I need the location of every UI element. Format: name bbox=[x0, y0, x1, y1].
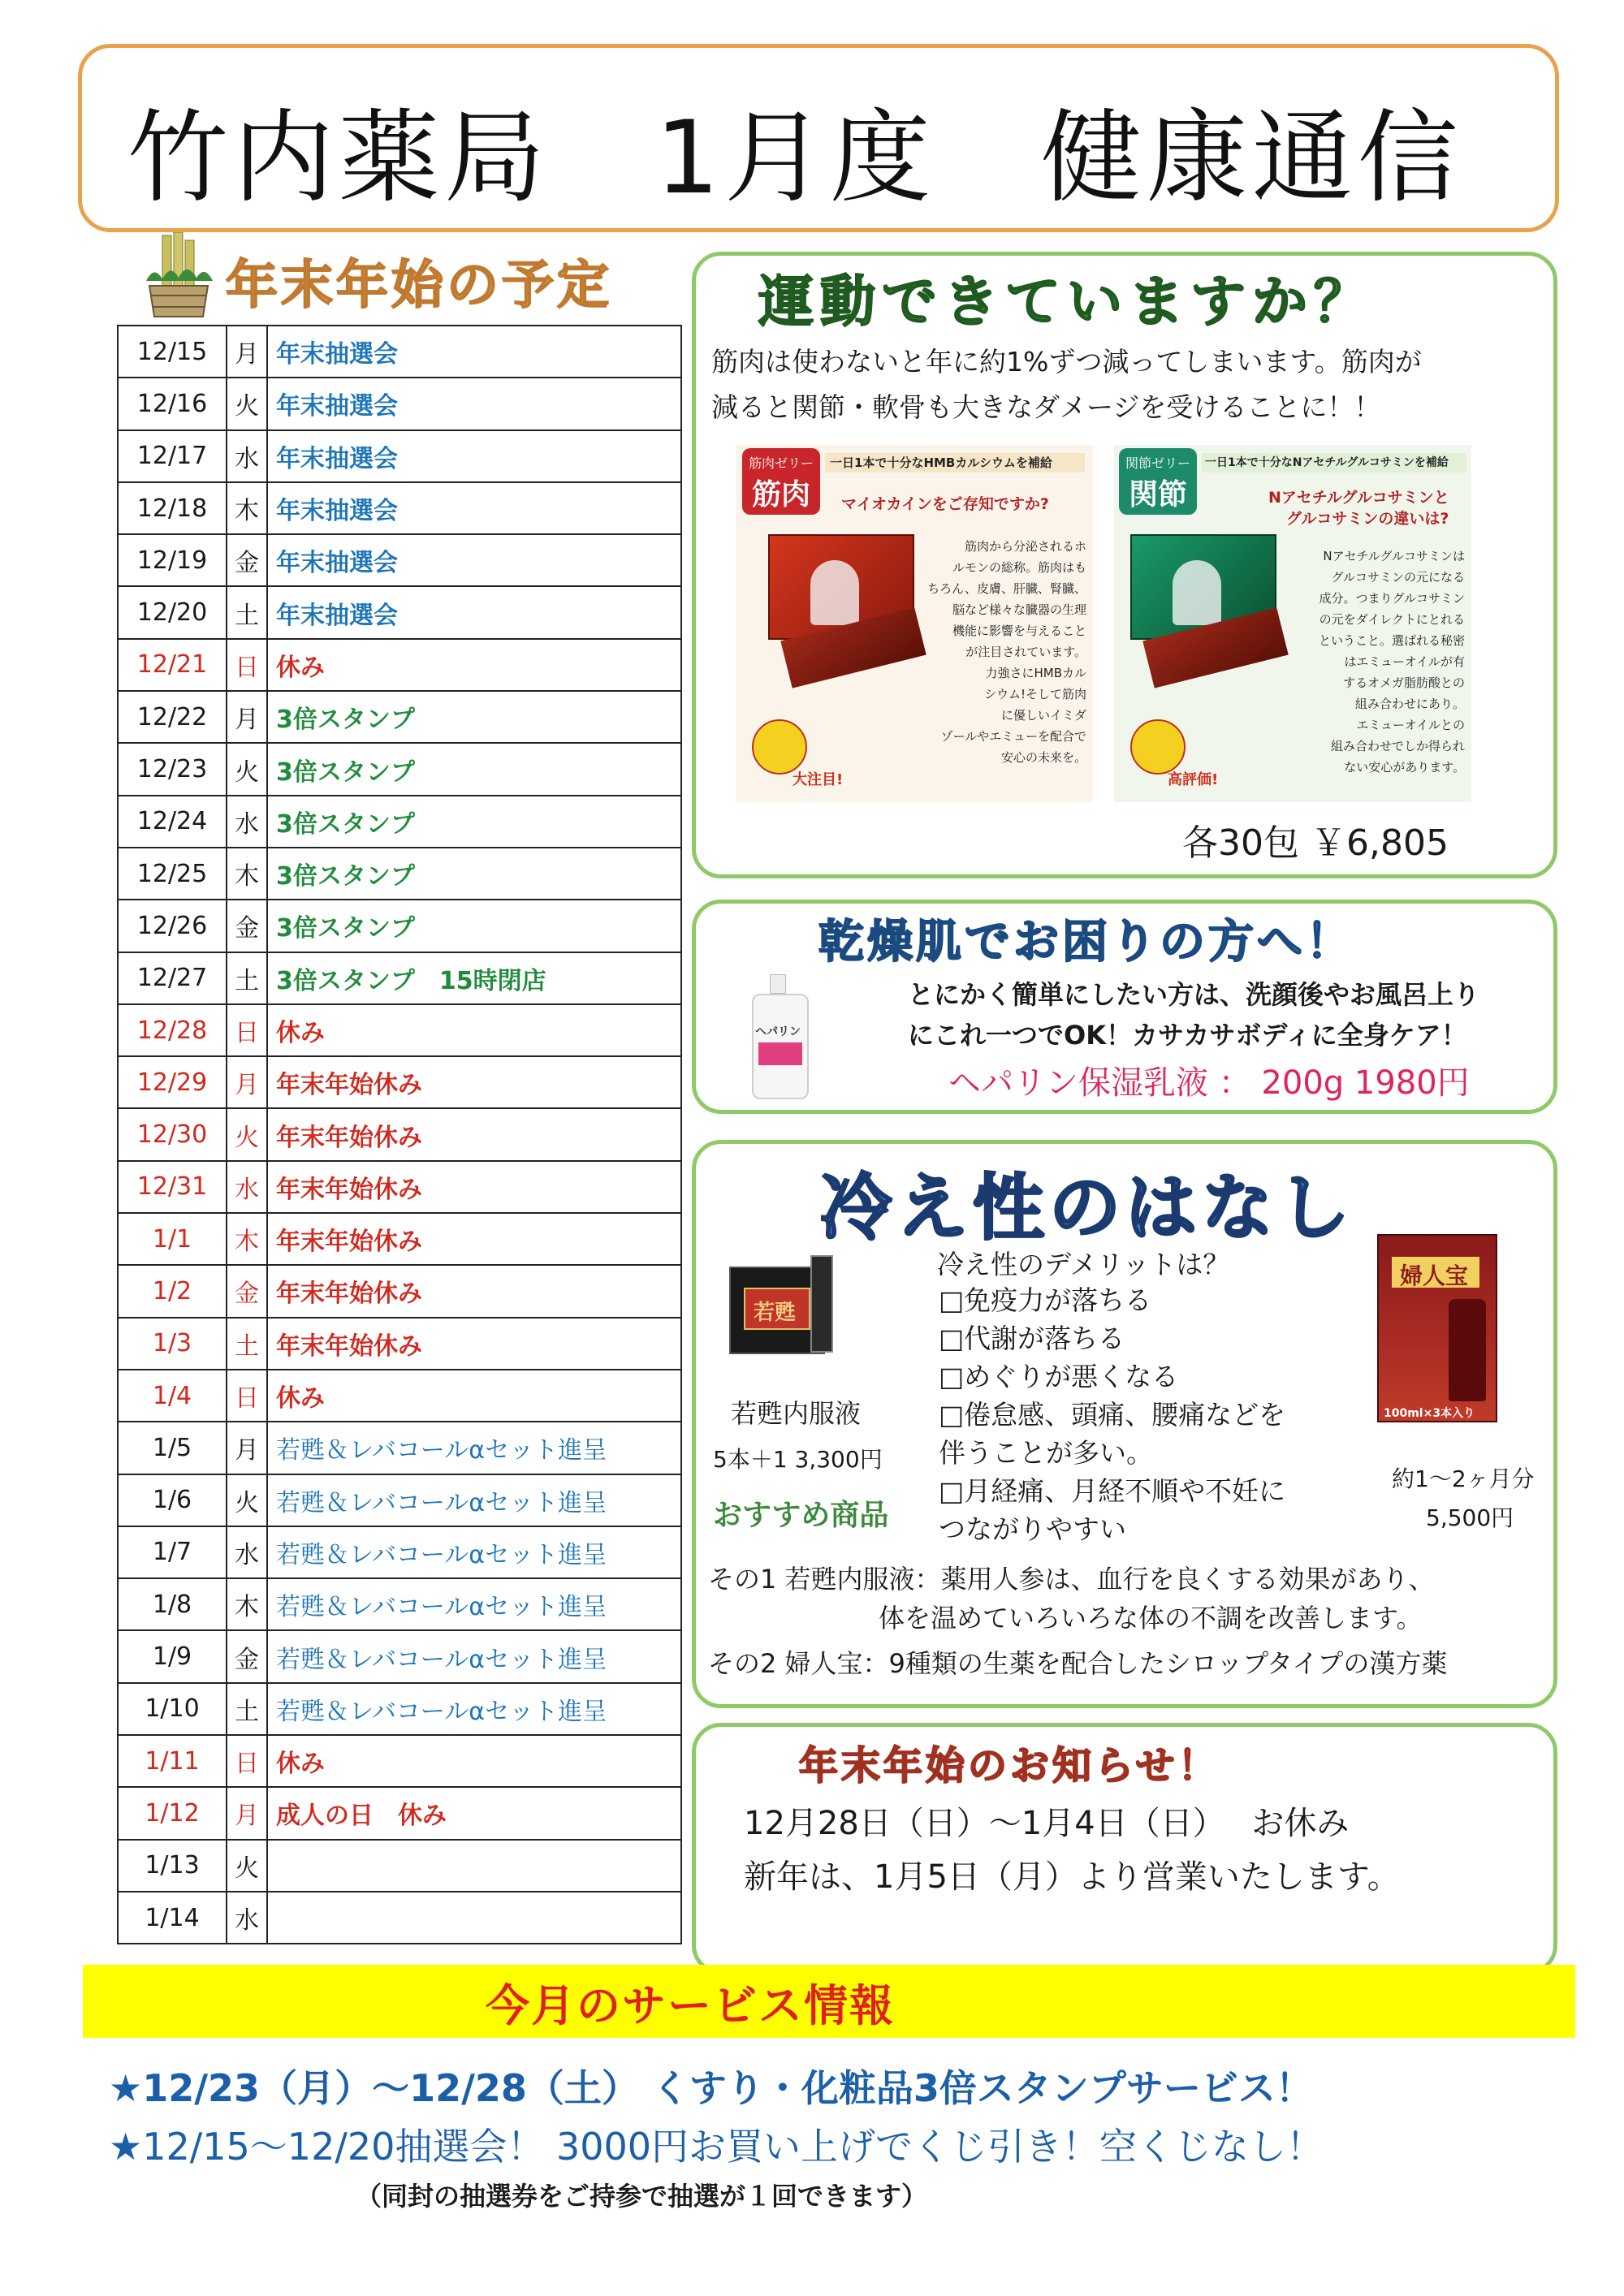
page-title: 竹内薬局 1月度 健康通信 bbox=[127, 100, 1463, 217]
schedule-row bbox=[118, 1578, 681, 1630]
schedule-event: 年末年始休み bbox=[267, 1161, 681, 1213]
schedule-event: 若甦＆レバコールαセット進呈 bbox=[267, 1422, 681, 1474]
schedule-event: 3倍スタンプ bbox=[267, 743, 681, 795]
schedule-row bbox=[118, 900, 681, 952]
schedule-date: 12/19 bbox=[118, 534, 227, 586]
schedule-event: 若甦＆レバコールαセット進呈 bbox=[267, 1526, 681, 1578]
schedule-date: 12/21 bbox=[118, 639, 227, 691]
description-line: 成分。つまりグルコサミン bbox=[1319, 591, 1465, 606]
schedule-event: 若甦＆レバコールαセット進呈 bbox=[267, 1630, 681, 1682]
recommend-1b: 体を温めていろいろな体の不調を改善します。 bbox=[879, 1603, 1423, 1634]
exercise-heading: 運動できていますか？ bbox=[758, 270, 1376, 334]
dry-skin-heading: 乾燥肌でお困りの方へ！ bbox=[818, 916, 1354, 969]
joint-badge-text: 高評価! bbox=[1168, 771, 1219, 788]
schedule-row bbox=[118, 952, 681, 1004]
schedule-date: 12/16 bbox=[118, 378, 227, 429]
schedule-date: 1/3 bbox=[118, 1318, 227, 1370]
cold-demerit-item: □月経痛、月経不順や不妊に bbox=[939, 1475, 1286, 1507]
description-line: 脳など様々な臓器の生理 bbox=[952, 602, 1086, 617]
schedule-row bbox=[118, 1213, 681, 1265]
schedule-row bbox=[118, 1474, 681, 1526]
muscle-product-ad bbox=[736, 445, 1093, 802]
dry-skin-line-2: にこれ一つでOK！カサカサボディに全身ケア！ bbox=[908, 1020, 1467, 1051]
fujinho-box bbox=[1371, 1234, 1501, 1422]
schedule-weekday: 火 bbox=[227, 1474, 267, 1526]
muscle-question: マイオカインをご存知ですか? bbox=[841, 495, 1049, 513]
schedule-heading: 年末年始の予定 bbox=[226, 256, 612, 316]
muscle-badge bbox=[752, 719, 807, 775]
schedule-row bbox=[118, 1056, 681, 1108]
schedule-row bbox=[118, 1161, 681, 1213]
schedule-event: 年末抽選会 bbox=[267, 378, 681, 429]
schedule-event: 成人の日 休み bbox=[267, 1787, 681, 1839]
joint-question-2: グルコサミンの違いは? bbox=[1286, 510, 1449, 528]
fujinho-duration: 約1～2ヶ月分 bbox=[1392, 1465, 1535, 1492]
schedule-weekday: 水 bbox=[227, 1526, 267, 1578]
schedule-date: 12/30 bbox=[118, 1108, 227, 1160]
schedule-row bbox=[118, 378, 681, 429]
schedule-date: 1/10 bbox=[118, 1683, 227, 1735]
schedule-event: 年末年始休み bbox=[267, 1056, 681, 1108]
recommend-2: その2 婦人宝：9種類の生薬を配合したシロップタイプの漢方薬 bbox=[708, 1648, 1448, 1679]
schedule-date: 1/14 bbox=[118, 1892, 227, 1944]
joint-question-1: Nアセチルグルコサミンと bbox=[1268, 489, 1449, 507]
description-line: 組み合わせにあり。 bbox=[1354, 697, 1465, 711]
wakasu-box bbox=[729, 1255, 835, 1359]
schedule-event: 年末抽選会 bbox=[267, 586, 681, 638]
schedule-date: 12/17 bbox=[118, 430, 227, 482]
schedule-weekday: 土 bbox=[227, 1318, 267, 1370]
schedule-table bbox=[117, 325, 682, 1944]
muscle-badge-text: 大注目! bbox=[793, 771, 844, 788]
schedule-row bbox=[118, 482, 681, 534]
schedule-row bbox=[118, 796, 681, 848]
schedule-event: 3倍スタンプ bbox=[267, 796, 681, 848]
schedule-row bbox=[118, 1630, 681, 1682]
schedule-row bbox=[118, 1318, 681, 1370]
cold-demerit-item: つながりやすい bbox=[939, 1513, 1126, 1545]
cold-demerit-item: □倦怠感、頭痛、腰痛などを bbox=[939, 1399, 1286, 1431]
schedule-row bbox=[118, 1735, 681, 1787]
schedule-date: 1/13 bbox=[118, 1840, 227, 1892]
service-heading: 今月のサービス情報 bbox=[486, 1980, 895, 2031]
schedule-weekday: 金 bbox=[227, 900, 267, 952]
schedule-row bbox=[118, 743, 681, 795]
schedule-weekday: 火 bbox=[227, 1108, 267, 1160]
schedule-row bbox=[118, 1370, 681, 1422]
joint-banner: 一日1本で十分なNアセチルグルコサミンを補給 bbox=[1202, 453, 1466, 473]
schedule-date: 1/12 bbox=[118, 1787, 227, 1839]
fujinho-price: 5,500円 bbox=[1426, 1504, 1514, 1531]
schedule-event: 若甦＆レバコールαセット進呈 bbox=[267, 1683, 681, 1735]
schedule-weekday: 金 bbox=[227, 1265, 267, 1317]
dry-skin-product: ヘパリン保湿乳液 ： 200g 1980円 bbox=[948, 1064, 1470, 1102]
schedule-weekday: 土 bbox=[227, 952, 267, 1004]
kadomatsu-icon bbox=[138, 232, 219, 322]
fujinho-box-label: 婦人宝 bbox=[1400, 1262, 1469, 1289]
schedule-event: 3倍スタンプ bbox=[267, 848, 681, 900]
schedule-row bbox=[118, 1840, 681, 1892]
schedule-event: 若甦＆レバコールαセット進呈 bbox=[267, 1474, 681, 1526]
description-line: 力強さにHMBカル bbox=[985, 666, 1086, 680]
schedule-date: 12/18 bbox=[118, 482, 227, 534]
schedule-event: 年末抽選会 bbox=[267, 326, 681, 378]
schedule-date: 1/8 bbox=[118, 1578, 227, 1630]
description-line: ちろん、皮膚、肝臓、腎臓、 bbox=[927, 581, 1086, 596]
schedule-event: 休み bbox=[267, 1735, 681, 1787]
schedule-weekday: 水 bbox=[227, 796, 267, 848]
schedule-row bbox=[118, 1422, 681, 1474]
description-line: シウム!そして筋肉 bbox=[984, 687, 1086, 701]
schedule-weekday: 火 bbox=[227, 378, 267, 429]
notice-line-2: 新年は、1月5日（月）より営業いたします。 bbox=[744, 1858, 1400, 1896]
schedule-date: 1/1 bbox=[118, 1213, 227, 1265]
schedule-row bbox=[118, 1526, 681, 1578]
schedule-weekday: 月 bbox=[227, 691, 267, 743]
schedule-date: 12/15 bbox=[118, 326, 227, 378]
description-line: ない安心があります。 bbox=[1344, 760, 1465, 775]
cold-question: 冷え性のデメリットは？ bbox=[937, 1249, 1230, 1280]
description-line: 安心の未来を。 bbox=[1000, 750, 1086, 765]
schedule-weekday: 月 bbox=[227, 326, 267, 378]
recommend-label: おすすめ商品 bbox=[713, 1499, 889, 1532]
schedule-weekday: 火 bbox=[227, 1840, 267, 1892]
schedule-date: 1/6 bbox=[118, 1474, 227, 1526]
schedule-event: 3倍スタンプ bbox=[267, 900, 681, 952]
schedule-event bbox=[267, 1840, 681, 1892]
schedule-weekday: 木 bbox=[227, 1213, 267, 1265]
exercise-body-2: 減ると関節・軟骨も大きなダメージを受けることに！！ bbox=[711, 391, 1381, 423]
schedule-weekday: 月 bbox=[227, 1056, 267, 1108]
schedule-row bbox=[118, 1004, 681, 1056]
schedule-weekday: 金 bbox=[227, 1630, 267, 1682]
service-line-2: ★12/15～12/20抽選会！ 3000円お買い上げでくじ引き！空くじなし！ bbox=[109, 2125, 1324, 2169]
schedule-date: 12/20 bbox=[118, 586, 227, 638]
schedule-event: 3倍スタンプ 15時閉店 bbox=[267, 952, 681, 1004]
schedule-weekday: 金 bbox=[227, 534, 267, 586]
heparin-bottle bbox=[745, 974, 817, 1104]
description-line: に優しいイミダ bbox=[1000, 708, 1086, 723]
schedule-event: 休み bbox=[267, 1370, 681, 1422]
notice-line-1: 12月28日（日）～1月4日（日） お休み bbox=[744, 1805, 1350, 1842]
cold-demerit-item: □めぐりが悪くなる bbox=[939, 1361, 1179, 1392]
wakasu-price: 5本＋1 3,300円 bbox=[713, 1446, 883, 1473]
schedule-date: 12/22 bbox=[118, 691, 227, 743]
schedule-row bbox=[118, 1265, 681, 1317]
schedule-date: 1/5 bbox=[118, 1422, 227, 1474]
muscle-tag: 筋肉ゼリー 筋肉 bbox=[742, 448, 820, 515]
schedule-event: 休み bbox=[267, 1004, 681, 1056]
schedule-weekday: 日 bbox=[227, 1735, 267, 1787]
schedule-event: 年末抽選会 bbox=[267, 430, 681, 482]
schedule-event: 年末抽選会 bbox=[267, 534, 681, 586]
schedule-weekday: 水 bbox=[227, 1161, 267, 1213]
schedule-row bbox=[118, 848, 681, 900]
schedule-date: 12/24 bbox=[118, 796, 227, 848]
service-line-3: （同封の抽選券をご持参で抽選が１回できます） bbox=[356, 2181, 928, 2212]
schedule-weekday: 日 bbox=[227, 1370, 267, 1422]
schedule-row bbox=[118, 691, 681, 743]
schedule-weekday: 木 bbox=[227, 1578, 267, 1630]
schedule-event bbox=[267, 1892, 681, 1944]
schedule-event: 年末年始休み bbox=[267, 1318, 681, 1370]
schedule-weekday: 日 bbox=[227, 1004, 267, 1056]
schedule-weekday: 月 bbox=[227, 1422, 267, 1474]
fujinho-note: 100ml×3本入り bbox=[1384, 1407, 1475, 1420]
description-line: が注目されています。 bbox=[965, 645, 1086, 659]
dry-skin-line-1: とにかく簡単にしたい方は、洗顔後やお風呂上り bbox=[908, 979, 1480, 1010]
description-line: 組み合わせでしか得られ bbox=[1330, 739, 1465, 753]
schedule-row bbox=[118, 639, 681, 691]
cold-demerit-list bbox=[939, 1281, 1345, 1548]
description-line: の元をダイレクトにとれる bbox=[1319, 612, 1465, 627]
schedule-date: 1/11 bbox=[118, 1735, 227, 1787]
description-line: Nアセチルグルコサミンは bbox=[1323, 549, 1465, 563]
cold-heading: 冷え性のはなし bbox=[820, 1166, 1355, 1249]
schedule-date: 1/7 bbox=[118, 1526, 227, 1578]
schedule-date: 12/31 bbox=[118, 1161, 227, 1213]
schedule-event: 年末年始休み bbox=[267, 1108, 681, 1160]
schedule-event: 若甦＆レバコールαセット進呈 bbox=[267, 1578, 681, 1630]
description-line: はエミューオイルが有 bbox=[1344, 654, 1465, 669]
schedule-date: 12/29 bbox=[118, 1056, 227, 1108]
schedule-weekday: 土 bbox=[227, 1683, 267, 1735]
muscle-banner: 一日1本で十分なHMBカルシウムを補給 bbox=[825, 453, 1085, 473]
description-line: ルモンの総称。筋肉はも bbox=[952, 560, 1086, 575]
schedule-row bbox=[118, 1683, 681, 1735]
schedule-date: 1/2 bbox=[118, 1265, 227, 1317]
schedule-row bbox=[118, 1787, 681, 1839]
muscle-description bbox=[916, 536, 1086, 768]
schedule-date: 12/25 bbox=[118, 848, 227, 900]
schedule-date: 1/9 bbox=[118, 1630, 227, 1682]
schedule-row bbox=[118, 586, 681, 638]
wakasu-box-label: 若甦 bbox=[754, 1301, 797, 1325]
service-line-1: ★12/23（月）～12/28（土） くすり・化粧品3倍スタンプサービス！ bbox=[109, 2066, 1313, 2110]
joint-description bbox=[1276, 546, 1465, 778]
schedule-event: 年末年始休み bbox=[267, 1265, 681, 1317]
description-line: するオメガ脂肪酸との bbox=[1343, 675, 1465, 690]
joint-product-ad bbox=[1114, 445, 1471, 802]
schedule-row bbox=[118, 534, 681, 586]
exercise-price: 各30包 ￥6,805 bbox=[1182, 822, 1449, 864]
joint-badge bbox=[1130, 719, 1186, 775]
cold-demerit-item: 伴うことが多い。 bbox=[939, 1437, 1153, 1469]
schedule-weekday: 土 bbox=[227, 586, 267, 638]
joint-tag: 関節ゼリー 関節 bbox=[1119, 448, 1197, 515]
schedule-event: 3倍スタンプ bbox=[267, 691, 681, 743]
schedule-row bbox=[118, 1108, 681, 1160]
schedule-date: 12/26 bbox=[118, 900, 227, 952]
description-line: ということ。選ばれる秘密 bbox=[1318, 633, 1465, 648]
cold-demerit-item: □免疫力が落ちる bbox=[939, 1284, 1152, 1316]
description-line: 筋肉から分泌されるホ bbox=[964, 539, 1086, 554]
title-box bbox=[78, 44, 1559, 232]
notice-heading: 年末年始のお知らせ！ bbox=[799, 1743, 1220, 1789]
wakasu-name: 若甦内服液 bbox=[731, 1398, 862, 1429]
schedule-weekday: 水 bbox=[227, 430, 267, 482]
schedule-weekday: 日 bbox=[227, 639, 267, 691]
schedule-weekday: 月 bbox=[227, 1787, 267, 1839]
schedule-event: 年末抽選会 bbox=[267, 482, 681, 534]
schedule-date: 12/23 bbox=[118, 743, 227, 795]
schedule-weekday: 木 bbox=[227, 848, 267, 900]
description-line: グルコサミンの元になる bbox=[1331, 570, 1465, 585]
schedule-row bbox=[118, 326, 681, 378]
cold-demerit-item: □代謝が落ちる bbox=[939, 1323, 1125, 1354]
schedule-weekday: 火 bbox=[227, 743, 267, 795]
schedule-row bbox=[118, 1892, 681, 1944]
description-line: エミューオイルとの bbox=[1356, 718, 1465, 732]
description-line: ゾールやエミューを配合で bbox=[940, 729, 1086, 744]
exercise-body-1: 筋肉は使わないと年に約1%ずつ減ってしまいます。筋肉が bbox=[711, 346, 1422, 378]
schedule-weekday: 木 bbox=[227, 482, 267, 534]
schedule-date: 12/28 bbox=[118, 1004, 227, 1056]
schedule-row bbox=[118, 430, 681, 482]
description-line: 機能に影響を与えること bbox=[952, 624, 1086, 638]
schedule-event: 年末年始休み bbox=[267, 1213, 681, 1265]
heparin-bottle-label: ヘパリン bbox=[755, 1025, 801, 1038]
recommend-1a: その1 若甦内服液：薬用人参は、血行を良くする効果があり、 bbox=[708, 1564, 1435, 1595]
schedule-event: 休み bbox=[267, 639, 681, 691]
schedule-date: 12/27 bbox=[118, 952, 227, 1004]
schedule-weekday: 水 bbox=[227, 1892, 267, 1944]
schedule-date: 1/4 bbox=[118, 1370, 227, 1422]
